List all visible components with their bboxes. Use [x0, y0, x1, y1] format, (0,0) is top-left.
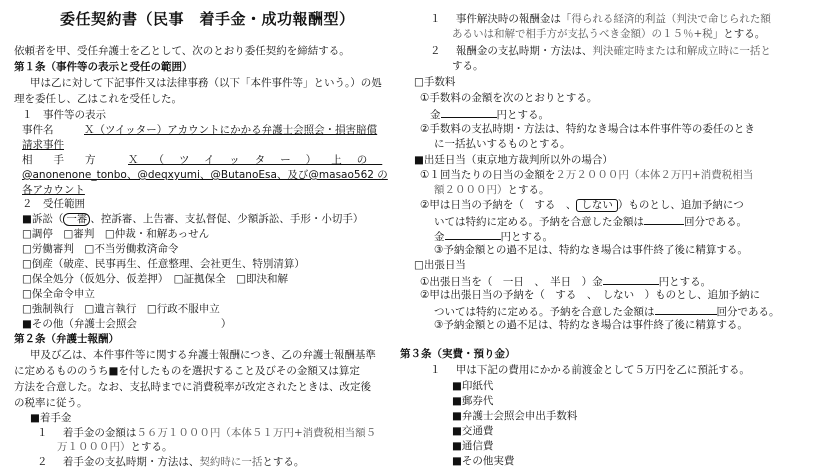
handling-fee-amount-prefix: 金: [430, 109, 441, 121]
article1-paragraph-line1: 甲は乙に対して下記事件又は法律事務（以下「本件事件等」という。）の処: [30, 77, 382, 89]
court-daily-fee-item3: ③予納金額との過不足は、特約なき場合は事件終了後に精算する。: [434, 244, 748, 256]
retainer-item1-cont: [57, 441, 173, 454]
case-name-value: Ｘ（ツイッター）アカウントにかかる弁護士会照会・損害賠償: [84, 124, 378, 136]
scope-other: ■その他（弁護士会照会 ）: [22, 318, 232, 330]
court-daily-fee-amount-blank: [445, 229, 501, 240]
expense-bar-inquiry-fee: ■弁護士会照会申出手数料: [452, 410, 578, 422]
scope-row-preservation-order: □保全命令申立: [22, 288, 95, 300]
handling-fee-heading: □手数料: [414, 76, 456, 88]
reward-item1-end: 」とする。: [712, 28, 766, 40]
article2-heading: 第２条（弁護士報酬）: [14, 333, 119, 345]
travel-daily-fee-item2: ②甲は出張日当の予納を（ する 、 しない ）ものとし、追加予納に: [420, 289, 761, 301]
reward-formula-cont: あるいは和解で相手方が支払うべき金額）の１５％+税: [452, 28, 713, 40]
travel-daily-fee-item3: ③予納金額との過不足は、特約なき場合は事件終了後に精算する。: [434, 319, 748, 331]
expense-postage: ■郵券代: [452, 395, 494, 407]
retainer-payment-timing: 契約時に一括: [199, 456, 263, 468]
court-daily-fee-item2: [420, 199, 744, 212]
expense-stamp-duty: ■印紙代: [452, 380, 494, 392]
article3-item1: [430, 364, 750, 377]
expense-communication: ■通信費: [452, 440, 494, 452]
article3-heading: 第３条（実費・預り金）: [400, 348, 516, 360]
scope-row-mediation: □調停 □審判 □仲裁・和解あっせん: [22, 228, 210, 240]
retainer-item1: [37, 427, 376, 440]
left-page: [0, 0, 395, 468]
scope-row-bankruptcy: □倒産（破産、民事再生、任意整理、会社更生、特別清算）: [22, 258, 305, 270]
opponent-accounts: @anonenone_tonbo、@deqxyumi、@ButanoEsa、及び@masao562 の: [22, 169, 388, 181]
reward-item1-number: １: [430, 13, 441, 25]
case-name-value-cont: 請求事件: [22, 139, 64, 151]
article1-heading: 第１条（事件等の表示と受任の範囲）: [14, 61, 193, 73]
handling-fee-item1: ①手数料の金額を次のとおりとする。: [420, 92, 598, 104]
scope-lawsuit: [22, 213, 363, 226]
opponent-value: Ｘ（ツイッター）上の: [128, 154, 383, 166]
scope-first-instance-circled: 一審: [63, 213, 90, 226]
court-daily-fee-item2-amount-suffix: 円とする。: [500, 231, 553, 243]
court-daily-fee-item2-amount-prefix: 金: [434, 231, 445, 243]
court-daily-fee-amount-cont: 額２０００円）: [434, 184, 508, 196]
opponent-label: 相手方: [22, 154, 117, 166]
court-daily-fee-count-blank: [644, 214, 684, 225]
retainer-item2-number: ２: [37, 456, 48, 468]
travel-daily-fee-count-blank: [655, 304, 717, 315]
intro-text: 依頼者を甲、受任弁護士を乙として、次のとおり委任契約を締結する。: [14, 45, 350, 57]
article2-paragraph-line2: に定めるもののうち■を付したものを選択すること及びその金額又は算定: [14, 365, 360, 377]
court-daily-fee-item2-rest: ）ものとし、追加予納につ: [617, 199, 744, 211]
travel-daily-fee-item2-cont: [434, 304, 780, 319]
court-daily-fee-item2-text: ②甲は日当の予納を（ する 、: [420, 199, 577, 211]
travel-daily-fee-item1-end: 円とする。: [658, 276, 712, 288]
retainer-amount-cont: 万１０００円）: [57, 441, 131, 453]
contract-title: 委任契約書（民事 着手金・成功報酬型）: [60, 10, 355, 28]
reward-item2: [430, 45, 771, 58]
scope-row-enforcement: □強制執行 □遺言執行 □行政不服申立: [22, 303, 220, 315]
retainer-item1-text: 着手金の金額は: [62, 427, 137, 439]
case-name-label: 事件名: [22, 124, 54, 136]
court-daily-fee-item1: [420, 169, 753, 182]
expense-transportation: ■交通費: [452, 425, 494, 437]
handling-fee-amount: [430, 107, 549, 122]
article3-item1-number: １: [430, 364, 441, 376]
reward-item2-end: する。: [452, 60, 484, 72]
handling-fee-item2-cont: に一括払いするものとする。: [434, 138, 571, 150]
right-page: [400, 0, 814, 467]
court-daily-fee-item1-end: とする。: [507, 184, 550, 196]
opponent-accounts-cont: 各アカウント: [22, 184, 85, 196]
court-daily-fee-heading: ■出廷日当（東京地方裁判所以外の場合）: [414, 154, 613, 166]
scope-row-labor: □労働審判 □不当労働救済命令: [22, 243, 179, 255]
court-daily-fee-amount: ２万２０００円（本体２万円+消費税相当: [555, 169, 754, 181]
scope-lawsuit-prefix: ■訴訟（: [22, 213, 64, 225]
travel-daily-fee-item1-text: ①出張日当を（ 一日 、 半日 ）金: [420, 276, 603, 288]
court-daily-fee-item1-cont: [434, 184, 550, 197]
handling-fee-amount-suffix: 円とする。: [496, 109, 549, 121]
retainer-item2-end: とする。: [262, 456, 305, 468]
travel-daily-fee-item1: [420, 274, 711, 289]
article2-paragraph-line4: の税率に従う。: [14, 397, 88, 409]
article1-paragraph-line2: 理を委任し、乙はこれを受任した。: [14, 93, 182, 105]
travel-daily-fee-item2-cont-text: ついては特約に定める。予納を合意した金額は: [434, 306, 655, 318]
court-daily-fee-item1-text: ①１回当たりの日当の金額を: [420, 169, 556, 181]
expense-other: ■その他実費: [452, 455, 515, 467]
article2-paragraph-line1: 甲及び乙は、本件事件等に関する弁護士報酬につき、乙の弁護士報酬基準: [30, 349, 376, 361]
scope-row-preservation: □保全処分（仮処分、仮差押） □証拠保全 □即決和解: [22, 273, 289, 285]
travel-daily-fee-amount-blank: [603, 274, 659, 285]
reward-item1-cont: [452, 28, 765, 41]
retainer-amount: ５６万１０００円（本体５１万円+消費税相当額５: [136, 427, 377, 439]
travel-daily-fee-heading: □出張日当: [414, 259, 466, 271]
court-daily-fee-item2-cont: [434, 214, 747, 229]
retainer-item1-end: とする。: [130, 441, 173, 453]
reward-item1: [430, 13, 771, 26]
retainer-item2-text: 着手金の支払時期・方法は、: [62, 456, 200, 468]
court-daily-fee-item2-cont-end: 回分である。: [684, 216, 747, 228]
reward-item2-text: 報酬金の支払時期・方法は、: [455, 45, 593, 57]
retainer-heading: ■着手金: [30, 412, 72, 424]
retainer-item1-number: １: [37, 427, 48, 439]
prepay-no-option-marked: しない: [576, 199, 618, 212]
court-daily-fee-item2-amount: [434, 229, 553, 244]
section1-label: １ 事件等の表示: [22, 109, 106, 121]
handling-fee-amount-blank: [441, 107, 497, 118]
reward-formula: 得られる経済的利益（判決で命じられた額: [571, 13, 771, 25]
article3-item1-text: 甲は下記の費用にかかる前渡金として５万円を乙に預託する。: [455, 364, 750, 376]
scope-lawsuit-rest: 、控訴審、上告審、支払督促、少額訴訟、手形・小切手）: [90, 213, 364, 225]
section2-label: ２ 受任範囲: [22, 198, 85, 210]
reward-item2-number: ２: [430, 45, 441, 57]
travel-daily-fee-item2-cont-end: 回分である。: [716, 306, 780, 318]
court-daily-fee-item2-cont-text: いては特約に定める。予納を合意した金額は: [434, 216, 644, 228]
handling-fee-item2: ②手数料の支払時期・方法は、特約なき場合は本件事件等の委任のとき: [420, 123, 755, 135]
reward-payment-timing: 判決確定時または和解成立時に一括と: [592, 45, 771, 57]
reward-item1-text: 事件解決時の報酬金は「: [455, 13, 572, 25]
article2-paragraph-line3: 方法を合意した。なお、支払時までに消費税率が改定されたときは、改定後: [14, 381, 371, 393]
